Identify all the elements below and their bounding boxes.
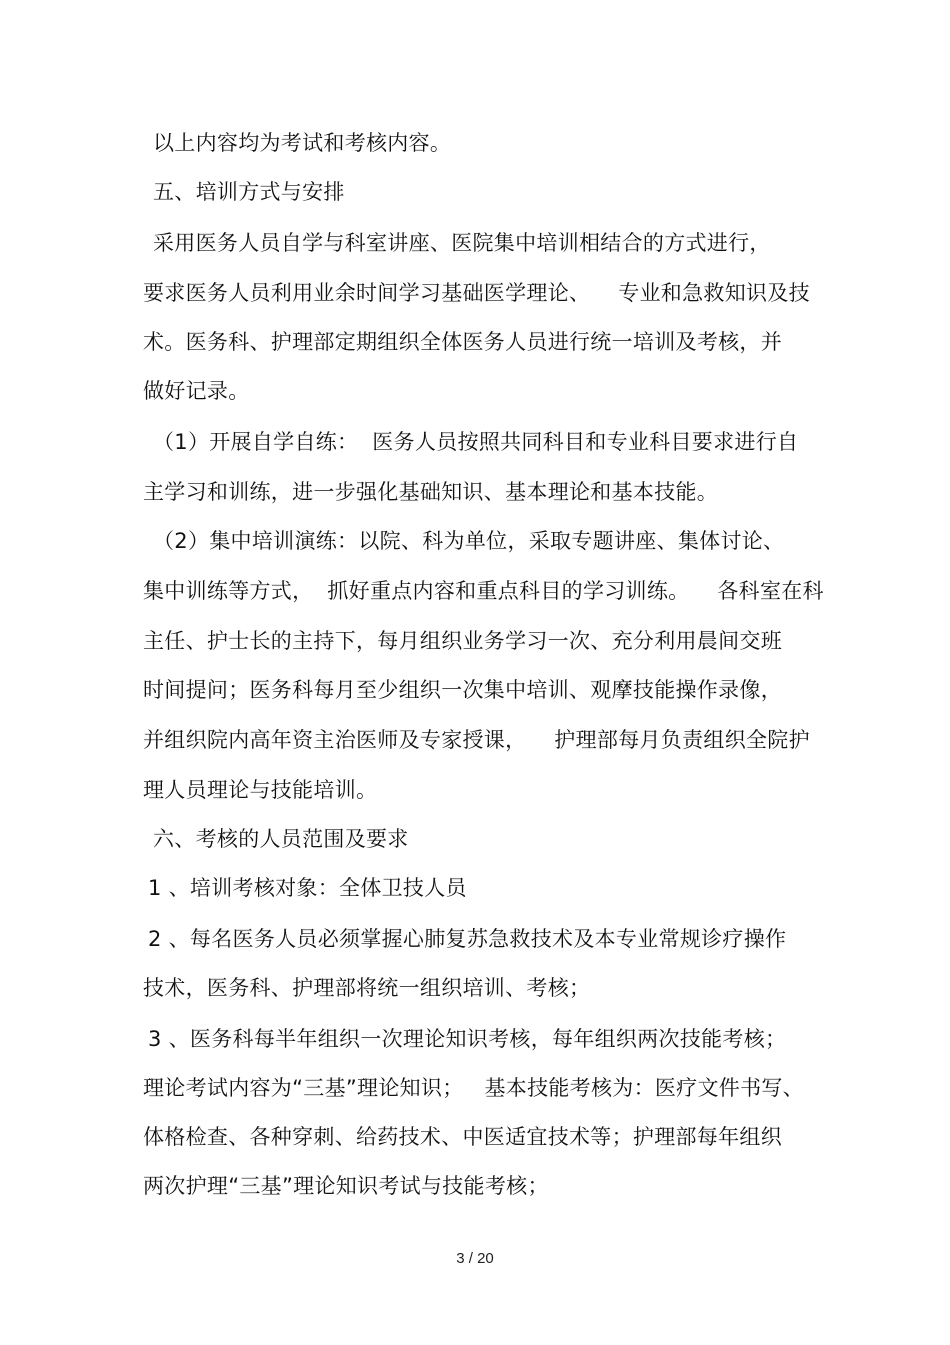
text-line: 采用医务人员自学与科室讲座、医院集中培训相结合的方式进行， <box>153 231 771 255</box>
text-line: 理论考试内容为“三基”理论知识； 基本技能考核为：医疗文件书写、 <box>143 1076 804 1100</box>
text-line: 理人员理论与技能培训。 <box>143 778 378 802</box>
text-line: 体格检查、各种穿刺、给药技术、中医适宜技术等；护理部每年组织 <box>143 1125 782 1149</box>
text-line: （2）集中培训演练：以院、科为单位，采取专题讲座、集体讨论、 <box>153 529 785 553</box>
text-line: 集中训练等方式， 抓好重点内容和重点科目的学习训练。 各科室在科 <box>143 579 824 603</box>
text-line: 要求医务人员利用业余时间学习基础医学理论、 专业和急救知识及技 <box>143 281 810 305</box>
text-line: 主学习和训练，进一步强化基础知识、基本理论和基本技能。 <box>143 480 719 504</box>
text-line: 时间提问；医务科每月至少组织一次集中培训、观摩技能操作录像， <box>143 678 782 702</box>
list-item: 1 、培训考核对象：全体卫技人员 <box>148 876 467 900</box>
list-item: 2 、每名医务人员必须掌握心肺复苏急救技术及本专业常规诊疗操作 <box>148 927 787 951</box>
text-line: 主任、护士长的主持下，每月组织业务学习一次、充分利用晨间交班 <box>143 629 782 653</box>
page-number: 3 / 20 <box>456 1250 494 1267</box>
section-heading: 六、考核的人员范围及要求 <box>153 827 409 851</box>
text-line: 技术，医务科、护理部将统一组织培训、考核； <box>143 976 591 1000</box>
text-line: 做好记录。 <box>143 379 250 403</box>
text-line: 术。医务科、护理部定期组织全体医务人员进行统一培训及考核，并 <box>143 330 782 354</box>
section-heading: 五、培训方式与安排 <box>153 180 345 204</box>
text-line: （1）开展自学自练： 医务人员按照共同科目和专业科目要求进行自 <box>153 430 799 454</box>
list-item: 3 、医务科每半年组织一次理论知识考核，每年组织两次技能考核； <box>148 1027 787 1051</box>
text-line: 并组织院内高年资主治医师及专家授课， 护理部每月负责组织全院护 <box>143 728 810 752</box>
text-line: 以上内容均为考试和考核内容。 <box>153 131 452 155</box>
text-line: 两次护理“三基”理论知识考试与技能考核； <box>143 1174 549 1198</box>
